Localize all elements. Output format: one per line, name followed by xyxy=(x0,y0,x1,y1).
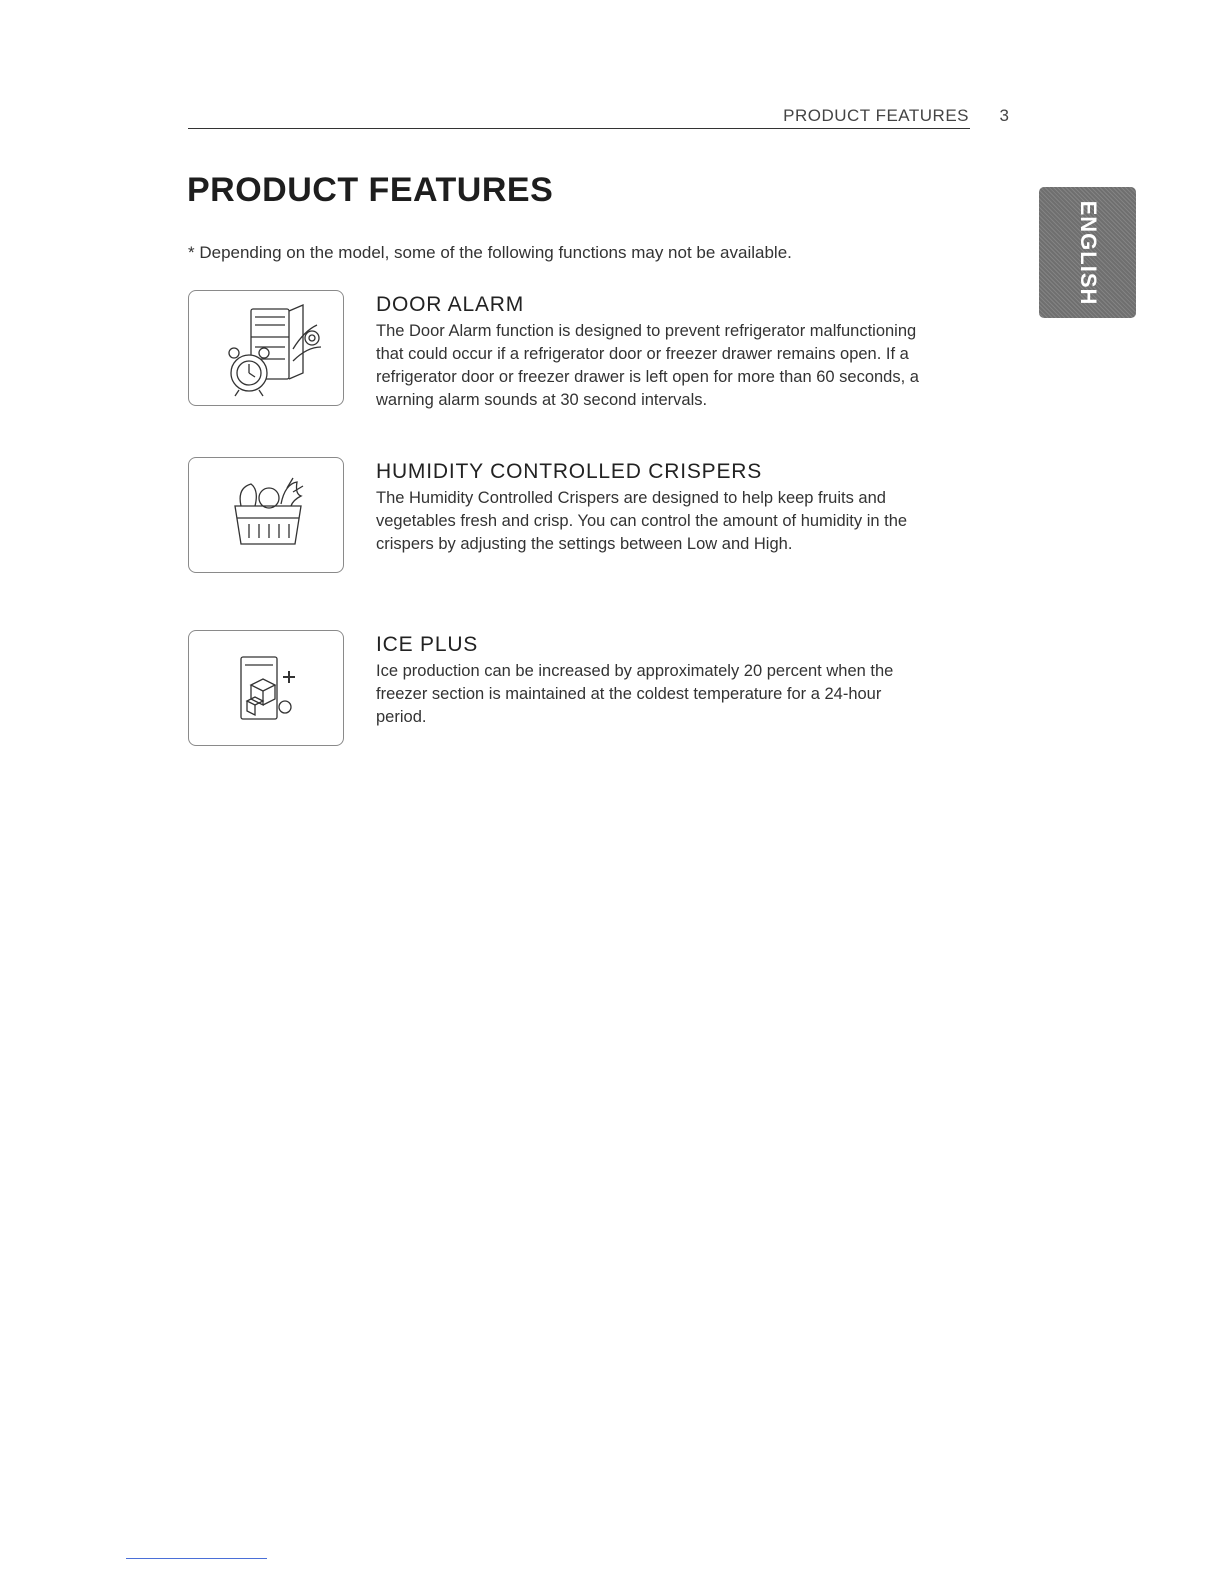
feature-body-crispers xyxy=(376,487,1006,556)
crisper-icon xyxy=(188,457,344,573)
ice-plus-icon xyxy=(188,630,344,746)
feature-heading-ice-plus: ICE PLUS xyxy=(376,633,479,656)
footer-link-underline xyxy=(126,1558,267,1559)
feature-heading-door-alarm: DOOR ALARM xyxy=(376,293,525,316)
body-line: that could occur if a refrigerator door or freezer drawer remains open. If a xyxy=(376,345,909,363)
body-line: The Door Alarm function is designed to prevent refrigerator malfunctioning xyxy=(376,322,917,340)
feature-body-door-alarm xyxy=(376,320,1006,412)
body-line: vegetables fresh and crisp. You can control the amount of humidity in the xyxy=(376,512,908,530)
feature-body-ice-plus xyxy=(376,660,1006,729)
page-title: PRODUCT FEATURES xyxy=(187,171,554,209)
body-line: period. xyxy=(376,708,427,726)
door-alarm-icon xyxy=(188,290,344,406)
body-line: refrigerator door or freezer drawer is left open for more than 60 seconds, a xyxy=(376,368,919,386)
language-tab xyxy=(1039,187,1136,318)
availability-note: * Depending on the model, some of the following functions may not be available. xyxy=(188,243,792,262)
feature-heading-crispers: HUMIDITY CONTROLLED CRISPERS xyxy=(376,460,763,483)
body-line: The Humidity Controlled Crispers are designed to help keep fruits and xyxy=(376,489,886,507)
language-tab-label: ENGLISH xyxy=(1075,200,1101,305)
running-header-title: PRODUCT FEATURES xyxy=(783,106,969,125)
body-line: freezer section is maintained at the coldest temperature for a 24-hour xyxy=(376,685,882,703)
body-line: warning alarm sounds at 30 second intervals. xyxy=(376,391,708,409)
body-line: crispers by adjusting the settings between Low and High. xyxy=(376,535,793,553)
running-header xyxy=(188,106,1011,130)
header-rule xyxy=(188,128,970,129)
page-number: 3 xyxy=(999,106,1009,125)
body-line: Ice production can be increased by approximately 20 percent when the xyxy=(376,662,894,680)
